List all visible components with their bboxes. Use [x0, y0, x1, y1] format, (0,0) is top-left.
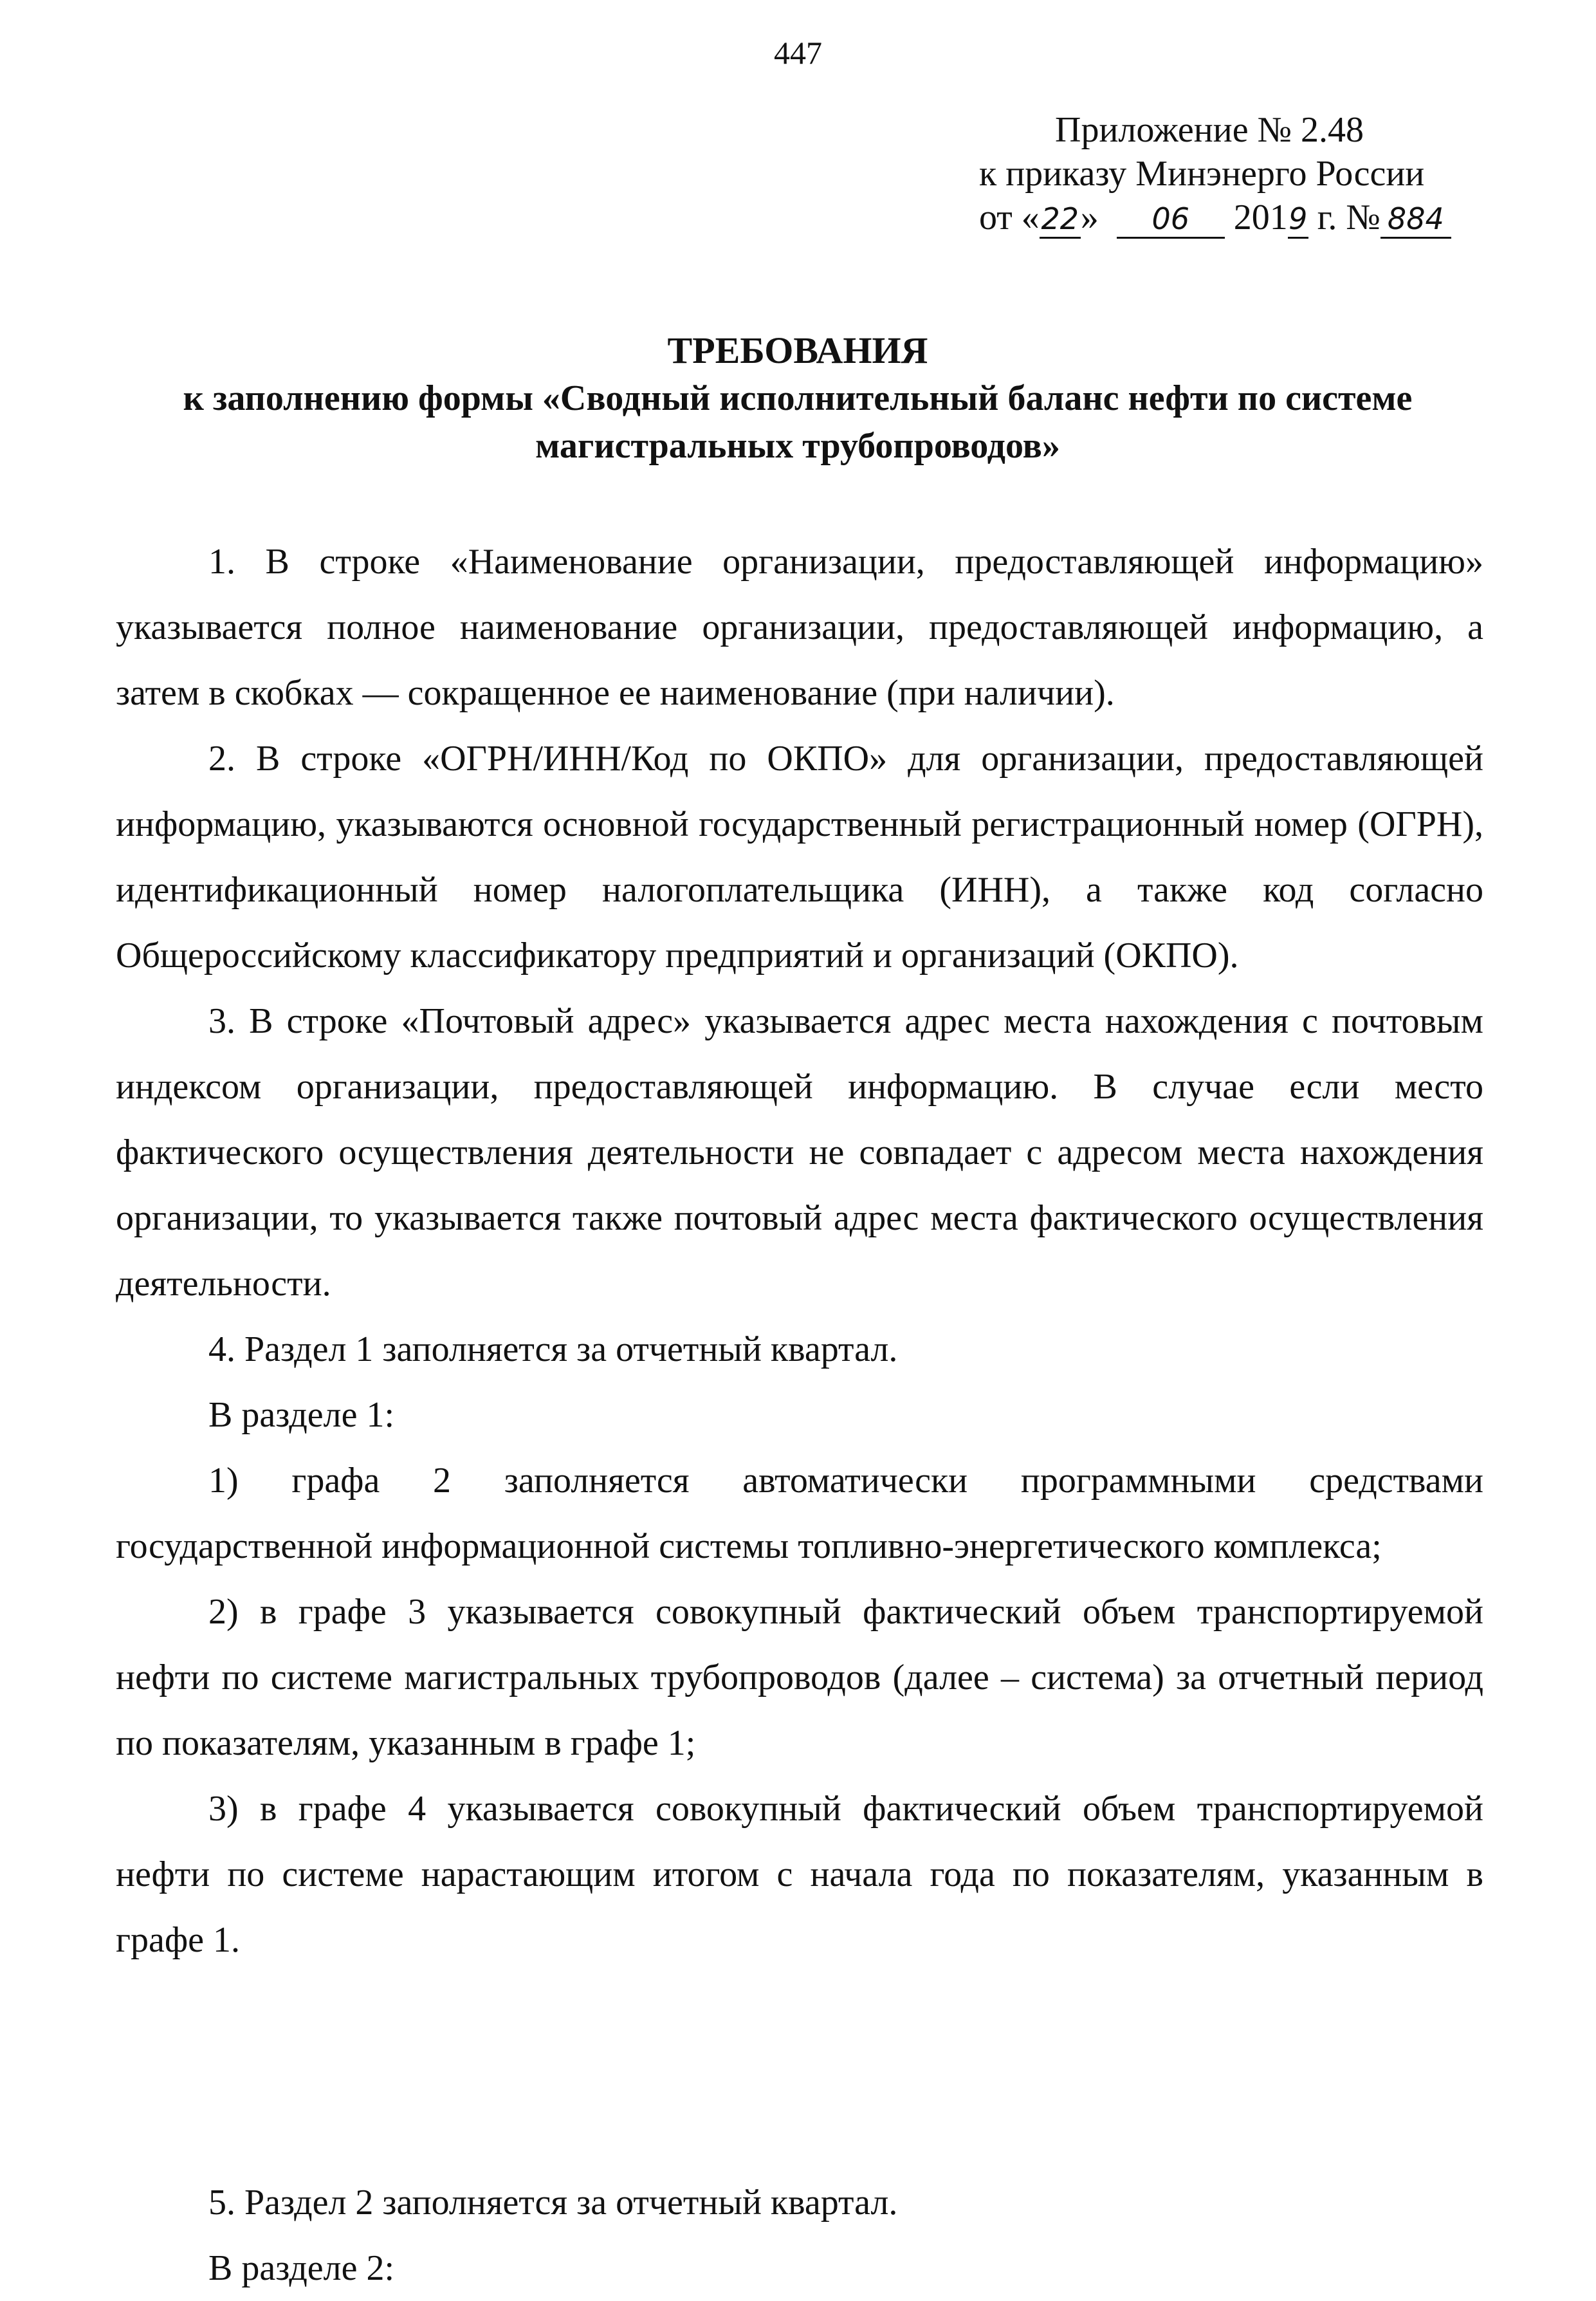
paragraph-5: В разделе 1: [208, 1395, 395, 1435]
appendix-order-ref: к приказу Минэнерго России [979, 154, 1425, 194]
date-year-prefix: 201 [1233, 198, 1288, 237]
appendix-title: Приложение № 2.48 [1055, 110, 1364, 150]
paragraph-3: 3. В строке «Почтовый адрес» указывается адрес места нахождения с почтовым индексом организации, предоставляющей информацию. В случае если место фактического осуществления деятельности не совпадает с адресом места нахождения организации, то указывается также почтовый адрес места фактического осуществления деятельности. [116, 1001, 1483, 1304]
document-heading [116, 327, 1480, 470]
paragraph-8: 3) в графе 4 указывается совокупный фактический объем транспортируемой нефти по системе нарастающим итогом с начала года по показателям, указанным в графе 1. [116, 1789, 1483, 1960]
paragraph-10: В разделе 2: [208, 2248, 395, 2288]
appendix-date-line [965, 196, 1492, 239]
date-prefix: от « [979, 198, 1040, 237]
date-day-close: » [1080, 198, 1099, 237]
paragraph-7: 2) в графе 3 указывается совокупный фактический объем транспортируемой нефти по системе магистральных трубопроводов (далее – система) за отчетный период по показателям, указанным в графе 1; [116, 1592, 1483, 1763]
heading-line-1: к заполнению формы «Сводный исполнительный баланс нефти по системе [183, 378, 1413, 418]
date-day: 22 [1040, 201, 1081, 239]
paragraph-2: 2. В строке «ОГРН/ИНН/Код по ОКПО» для организации, предоставляющей информацию, указываются основной государственный регистрационный номер (ОГРН), идентификационный номер налогоплательщика (ИНН), а также код согласно Общероссийскому классификатору предприятий и организаций (ОКПО). [116, 739, 1483, 975]
date-year-digit: 9 [1288, 201, 1308, 239]
appendix-block [965, 108, 1492, 239]
date-year-suffix: г. № [1308, 198, 1380, 237]
order-number: 884 [1380, 201, 1451, 239]
paragraph-1: 1. В строке «Наименование организации, предоставляющей информацию» указывается полное наименование организации, предоставляющей информацию, а затем в скобках — сокращенное ее наименование (при наличии). [116, 542, 1483, 713]
document-body [116, 529, 1483, 2301]
page-number: 447 [774, 35, 822, 71]
paragraph-6: 1) графа 2 заполняется автоматически программными средствами государственной информационной системы топливно-энергетического комплекса; [116, 1461, 1483, 1566]
paragraph-4: 4. Раздел 1 заполняется за отчетный квартал. [208, 1329, 898, 1369]
paragraph-9: 5. Раздел 2 заполняется за отчетный квартал. [208, 2183, 898, 2222]
heading-line-2: магистральных трубопроводов» [535, 426, 1060, 466]
heading-title: ТРЕБОВАНИЯ [667, 329, 928, 371]
date-month: 06 [1117, 201, 1225, 239]
